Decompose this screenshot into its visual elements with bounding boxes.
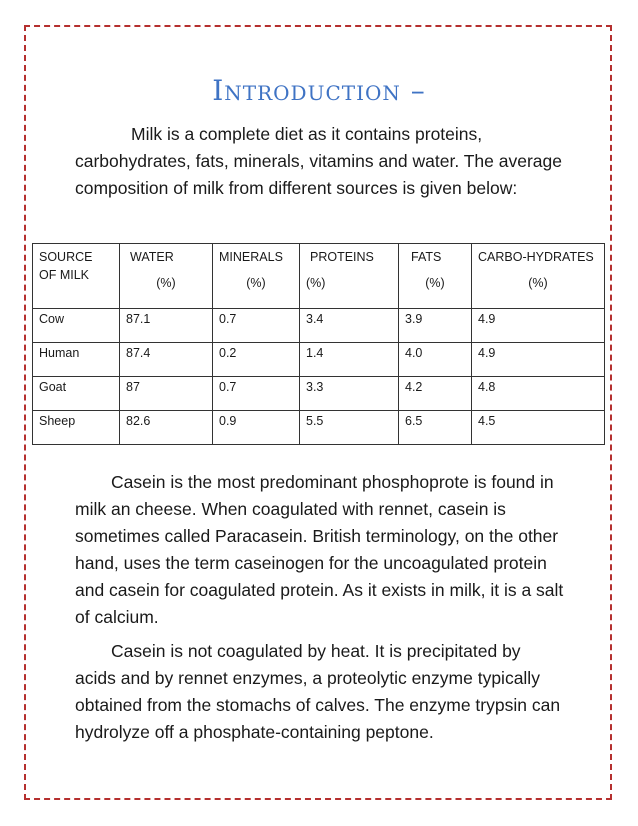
header-proteins [300, 244, 399, 309]
cell-carbohydrates: 4.9 [472, 343, 605, 377]
cell-water: 87.4 [120, 343, 213, 377]
cell-carbohydrates: 4.9 [472, 309, 605, 343]
cell-proteins: 5.5 [300, 411, 399, 445]
header-carbohydrates-label: CARBO-HYDRATES [478, 250, 594, 264]
cell-source: Sheep [33, 411, 120, 445]
milk-composition-table [32, 243, 605, 445]
cell-minerals: 0.9 [213, 411, 300, 445]
table-header-row [33, 244, 605, 309]
casein-paragraph [75, 469, 565, 631]
header-water [120, 244, 213, 309]
cell-minerals: 0.2 [213, 343, 300, 377]
header-minerals-label: MINERALS [219, 250, 283, 264]
cell-proteins: 3.3 [300, 377, 399, 411]
cell-water: 82.6 [120, 411, 213, 445]
cell-fats: 3.9 [399, 309, 472, 343]
header-carbohydrates-unit: (%) [528, 276, 548, 290]
header-fats-label: FATS [411, 250, 442, 264]
table-row [33, 411, 605, 445]
cell-carbohydrates: 4.8 [472, 377, 605, 411]
casein-paragraph-text: Casein is the most predominant phosphoprote is found in milk an cheese. When coagulated with rennet, casein is sometimes called Paracasein. British terminology, on the other hand, uses the term caseinogen for the uncoagulated protein and casein for coagulated protein. As it exists in milk, it is a salt of calcium. [75, 472, 564, 627]
page-title: Introduction – [212, 74, 426, 107]
cell-fats: 4.0 [399, 343, 472, 377]
header-carbohydrates [472, 244, 605, 309]
header-minerals [213, 244, 300, 309]
header-water-unit: (%) [156, 276, 176, 290]
table-row [33, 377, 605, 411]
cell-minerals: 0.7 [213, 309, 300, 343]
table-row [33, 343, 605, 377]
cell-source: Human [33, 343, 120, 377]
cell-water: 87.1 [120, 309, 213, 343]
cell-fats: 4.2 [399, 377, 472, 411]
header-fats [399, 244, 472, 309]
header-minerals-unit: (%) [246, 276, 266, 290]
intro-paragraph-text: Milk is a complete diet as it contains proteins, carbohydrates, fats, minerals, vitamins and water. The average composition of milk from different sources is given below: [75, 124, 563, 198]
cell-fats: 6.5 [399, 411, 472, 445]
header-proteins-unit: (%) [306, 276, 326, 290]
intro-paragraph [75, 121, 565, 202]
header-source [33, 244, 120, 309]
header-source-label: SOURCE OF MILK [39, 250, 93, 282]
cell-minerals: 0.7 [213, 377, 300, 411]
header-fats-unit: (%) [425, 276, 445, 290]
cell-source: Cow [33, 309, 120, 343]
coagulation-paragraph [75, 638, 565, 746]
header-water-label: WATER [130, 250, 174, 264]
cell-source: Goat [33, 377, 120, 411]
header-proteins-label: PROTEINS [310, 250, 374, 264]
cell-water: 87 [120, 377, 213, 411]
cell-proteins: 3.4 [300, 309, 399, 343]
cell-proteins: 1.4 [300, 343, 399, 377]
table-row [33, 309, 605, 343]
coagulation-paragraph-text: Casein is not coagulated by heat. It is precipitated by acids and by rennet enzymes, a proteolytic enzyme typically obtained from the stomachs of calves. The enzyme trypsin can hydrolyze off a phosphate-containing peptone. [75, 641, 561, 742]
cell-carbohydrates: 4.5 [472, 411, 605, 445]
